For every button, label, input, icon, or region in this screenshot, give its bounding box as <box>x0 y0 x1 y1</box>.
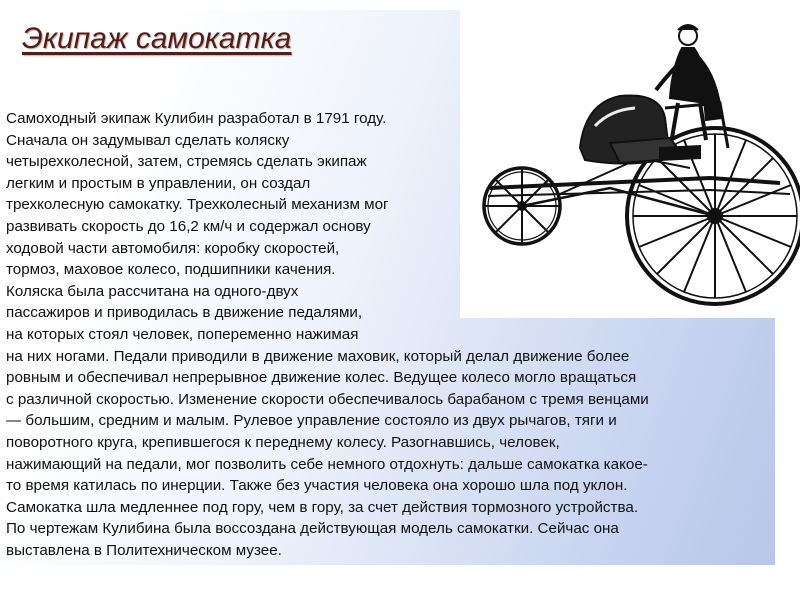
description-text <box>6 108 781 561</box>
text-line: с различной скоростью. Изменение скорости обеспечивалось барабаном с тремя венцами <box>6 390 649 408</box>
text-line: трехколесную самокатку. Трехколесный механизм мог <box>6 196 389 214</box>
text-line: тормоз, маховое колесо, подшипники качения. <box>6 261 336 279</box>
text-line: легким и простым в управлении, он создал <box>6 174 311 192</box>
text-line: — большим, средним и малым. Рулевое управление состояло из двух рычагов, тяги и <box>6 412 617 430</box>
text-line: По чертежам Кулибина была воссоздана действующая модель самокатки. Сейчас она <box>6 520 619 538</box>
text-line: Сначала он задумывал сделать коляску <box>6 131 290 149</box>
text-line: Коляска была рассчитана на одного-двух <box>6 282 299 300</box>
text-line: ровным и обеспечивал непрерывное движение колес. Ведущее колесо могло вращаться <box>6 369 637 387</box>
text-line: пассажиров и приводилась в движение педалями, <box>6 304 363 322</box>
text-line: выставлена в Политехническом музее. <box>6 541 282 559</box>
slide-title: Экипаж самокатка <box>22 22 292 55</box>
text-line: ходовой части автомобиля: коробку скоростей, <box>6 239 340 257</box>
text-line: на которых стоял человек, попеременно нажимая <box>6 325 359 343</box>
text-line: то время катилась по инерции. Также без участия человека она хорошо шла под уклон. <box>6 477 628 495</box>
text-line: нажимающий на педали, мог позволить себе немного отдохнуть: дальше самокатка какое- <box>6 455 648 473</box>
text-line: Самоходный экипаж Кулибин разработал в 1791 году. <box>6 110 387 127</box>
text-line: на них ногами. Педали приводили в движение маховик, который делал движение более <box>6 347 630 365</box>
text-line: четырехколесной, затем, стремясь сделать экипаж <box>6 153 367 171</box>
text-line: Самокатка шла медленнее под гору, чем в гору, за счет действия тормозного устройства. <box>6 498 639 516</box>
text-line: поворотного круга, крепившегося к переднему колесу. Разогнавшись, человек, <box>6 433 560 451</box>
text-line: развивать скорость до 16,2 км/ч и содержал основу <box>6 217 371 235</box>
